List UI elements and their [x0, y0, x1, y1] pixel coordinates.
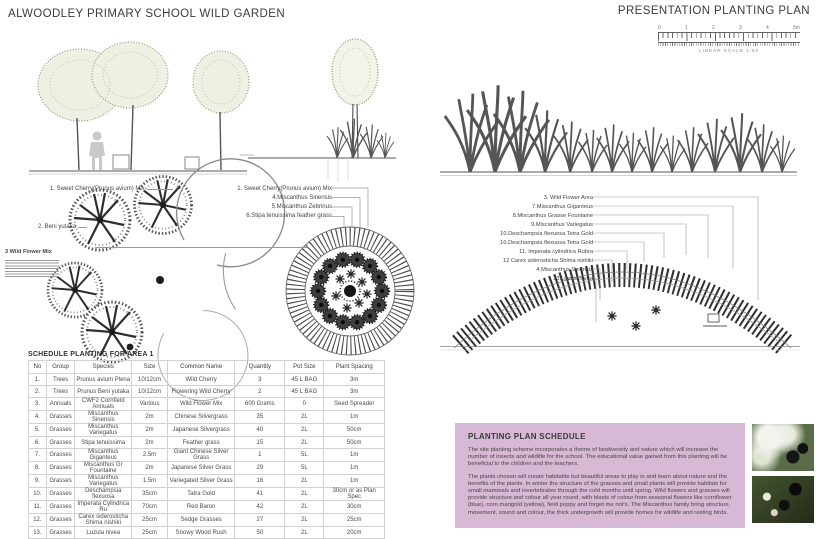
right-annotation-stack — [455, 193, 593, 284]
scale-tick-labels — [658, 25, 800, 32]
leader-line — [147, 189, 173, 190]
cell-group: Grasses — [46, 462, 74, 475]
annotation-beni-yutaka: 2. Beni yutaka — [38, 224, 87, 230]
schedule-title: SCHEDULE PLANTING FOR AREA 1 — [28, 351, 154, 358]
leader-line — [95, 247, 308, 248]
cell-quantity: 2 — [235, 386, 285, 398]
cell-no: 5. — [29, 424, 47, 437]
table-row — [29, 462, 385, 475]
cell-no: 12. — [29, 514, 47, 527]
cell-no: 4. — [29, 411, 47, 424]
cell-pot-size: 5L — [285, 462, 324, 475]
cell-quantity: 35 — [235, 411, 285, 424]
annotation-label: 6.Stipa tenuissima feather grass — [246, 212, 332, 219]
cell-common-name: Wild Cherry — [167, 374, 235, 386]
cell-species: Luzula nivea — [75, 527, 132, 539]
cell-group: Grasses — [46, 527, 74, 539]
table-row — [29, 398, 385, 411]
cell-size: 1.5m — [132, 475, 168, 488]
annotation-label: 7.Miscanthus Giganteus — [531, 203, 593, 210]
cell-species: Miscanthus Sinensis — [75, 411, 132, 424]
cell-no: 11. — [29, 501, 47, 514]
white-flower-with-berries-photo — [752, 424, 814, 471]
cell-plant-spacing: 1m — [324, 411, 385, 424]
cell-quantity: 40 — [235, 424, 285, 437]
cell-size: 10/12cm — [132, 374, 168, 386]
cell-quantity: 27 — [235, 514, 285, 527]
cell-plant-spacing: 3m — [324, 386, 385, 398]
table-row — [29, 527, 385, 539]
cell-group: Annuals — [46, 398, 74, 411]
cell-species: Stipa tenuissima — [75, 437, 132, 449]
cell-pot-size: 2L — [285, 475, 324, 488]
cell-common-name: Variegated Silver Grass — [167, 475, 235, 488]
cell-plant-spacing: 1m — [324, 475, 385, 488]
annotation-label: 10.Deschampsia flexuosa Tetra Gold — [500, 230, 593, 237]
center-tree-elevation-sketch — [240, 30, 400, 185]
fine-print-text — [5, 260, 59, 279]
cell-species: Miscanthus Variegatus — [75, 424, 132, 437]
column-header: Species — [75, 361, 132, 374]
cell-quantity: 41 — [235, 488, 285, 501]
cell-no: 3. — [29, 398, 47, 411]
panel-body-text — [468, 447, 732, 517]
table-row — [29, 501, 385, 514]
plan-title: PRESENTATION PLANTING PLAN — [617, 5, 810, 17]
cell-species: Carex siderosticha Shima nishiki — [75, 514, 132, 527]
scale-tick-label: 4 — [766, 25, 769, 31]
cell-size: Various — [132, 398, 168, 411]
cell-no: 8. — [29, 462, 47, 475]
cell-pot-size: 2L — [285, 411, 324, 424]
cell-common-name: Japanese Silver Grass — [167, 462, 235, 475]
cell-species: Deschampsia flexuosa — [75, 488, 132, 501]
tree-canopy-sketch — [332, 39, 378, 105]
cell-plant-spacing: 50cm — [324, 424, 385, 437]
annotation-label: 4.Miscanthus Sinensis — [536, 267, 593, 274]
cell-group: Grasses — [46, 488, 74, 501]
ground-line — [240, 155, 396, 182]
scale-tick-label: 1 — [685, 25, 688, 31]
cell-group: Grasses — [46, 501, 74, 514]
cell-plant-spacing: 1m — [324, 449, 385, 462]
linear-scale-bar — [658, 25, 800, 53]
column-header: Size — [132, 361, 168, 374]
cell-pot-size: 2L — [285, 527, 324, 539]
cell-quantity: 16 — [235, 475, 285, 488]
cell-group: Grasses — [46, 424, 74, 437]
tree-canopy-sketch — [38, 42, 249, 121]
cell-common-name: Wild Flower Mix — [167, 398, 235, 411]
cell-plant-spacing: 20cm — [324, 527, 385, 539]
cell-quantity: 29 — [235, 462, 285, 475]
table-row — [29, 449, 385, 462]
right-leader-lines — [593, 193, 793, 353]
cell-common-name: Feather grass — [167, 437, 235, 449]
cell-size: 2m — [132, 437, 168, 449]
cell-plant-spacing: 30cm or as Plan Spec — [324, 488, 385, 501]
table-row — [29, 386, 385, 398]
cell-quantity: 3 — [235, 374, 285, 386]
cell-pot-size: 2L — [285, 488, 324, 501]
cell-size: 2m — [132, 411, 168, 424]
cell-common-name: Red Baron — [167, 501, 235, 514]
scale-tick-label: 2 — [712, 25, 715, 31]
annotation-label: 5.Miscanthus Zebrinus — [271, 203, 332, 210]
tree-canopy-plan-symbols — [48, 177, 192, 363]
cell-common-name: Giant Chinese Silver Grass — [167, 449, 235, 462]
cell-size: 2.5m — [132, 449, 168, 462]
scale-caption: LINEAR SCALE 1:50 — [698, 48, 760, 53]
cell-group: Grasses — [46, 514, 74, 527]
cell-pot-size: 0 — [285, 398, 324, 411]
cell-common-name: Sedge Grasses — [167, 514, 235, 527]
cell-species: Miscanthus Variegatus — [75, 475, 132, 488]
center-leader-lines — [332, 184, 392, 234]
panel-paragraph: The site planting scheme incorporates a theme of biodiversity and nature which will increase the number of insects and wildlife for the school. The educational value gained from this planting will be beneficial to the children and the teachers. — [468, 447, 727, 468]
scale-ruler-minor — [658, 42, 800, 46]
cell-no: 6. — [29, 437, 47, 449]
annotation-label: 8.Miscanthus Grasse Fountaine — [512, 212, 593, 219]
cell-size: 2m — [132, 462, 168, 475]
planting-schedule-table — [28, 351, 385, 539]
cell-group: Grasses — [46, 411, 74, 424]
column-header: Group — [46, 361, 74, 374]
cell-size: 25cm — [132, 527, 168, 539]
grass-clusters — [445, 85, 795, 172]
cell-species: Prunus avium Plena — [75, 374, 132, 386]
annotation-sweet-cherry: 1. Sweet Cherry(Prunus avium) Mix — [50, 186, 150, 192]
table-row — [29, 374, 385, 386]
cell-pot-size: 2L — [285, 437, 324, 449]
cell-quantity: 15 — [235, 437, 285, 449]
cell-pot-size: 2L — [285, 514, 324, 527]
cell-common-name: Tatra Gold — [167, 488, 235, 501]
table-row — [29, 437, 385, 449]
ground-line — [440, 172, 797, 176]
center-annotation-stack — [230, 184, 332, 220]
scale-tick-label: 5m — [793, 25, 800, 31]
panel-title: PLANTING PLAN SCHEDULE — [468, 432, 586, 441]
cell-size: 35cm — [132, 488, 168, 501]
scale-tick-label: 3 — [739, 25, 742, 31]
cell-plant-spacing: 1m — [324, 462, 385, 475]
table-row — [29, 488, 385, 501]
cell-plant-spacing: 25cm — [324, 514, 385, 527]
cell-pot-size: 45 L BAG — [285, 374, 324, 386]
annotation-label: 4.Miscanthus Sinensis — [272, 194, 332, 201]
cell-no: 10. — [29, 488, 47, 501]
cell-species: Imperata Cylindrica Ru — [75, 501, 132, 514]
cell-species: Miscanthus Giganteus — [75, 449, 132, 462]
annotation-label: 3. Wild Flower Area — [543, 194, 593, 201]
cell-quantity: 1 — [235, 449, 285, 462]
right-grasses-elevation-sketch — [440, 60, 800, 180]
page-title: ALWOODLEY PRIMARY SCHOOL WILD GARDEN — [8, 8, 286, 20]
cell-no: 13. — [29, 527, 47, 539]
cell-pot-size: 45 L BAG — [285, 386, 324, 398]
column-header: Plant Spacing — [324, 361, 385, 374]
grass-tufts — [327, 119, 394, 158]
cell-size: 10/12cm — [132, 386, 168, 398]
table-row — [29, 514, 385, 527]
column-header: Common Name — [167, 361, 235, 374]
cell-plant-spacing: Seed Spreader — [324, 398, 385, 411]
annotation-label: 11. Imperata cylindrica Rubra — [519, 249, 593, 256]
cell-group: Trees — [46, 386, 74, 398]
cell-no: 9. — [29, 475, 47, 488]
scale-ruler-major — [658, 32, 800, 41]
center-flowers — [331, 269, 371, 312]
cell-common-name: Snowy Wood Rush — [167, 527, 235, 539]
cell-pot-size: 5L — [285, 449, 324, 462]
table-row — [29, 424, 385, 437]
cell-plant-spacing: 3m — [324, 374, 385, 386]
cell-group: Grasses — [46, 449, 74, 462]
cell-common-name: Japanese Silvergrass — [167, 424, 235, 437]
cell-size: 2m — [132, 424, 168, 437]
panel-paragraph: The plants chosen will create habitable but beautiful areas to play in and learn about nature and the benefits of the plants. In winter the structure of the grasses and small plants will provide habitats for small mammals and invertebrates through the cold months until spring. Wild flowers and grasses will provide structure and colour all year round, with blasts of colour from seasonal flowers like cornflower (blue), corn marigold (yellow), field poppy and forget me not's. The Miscanthus family bring structure, movement, sound and colour, the thick undergrowth will provide homes for wildlife and resting birds. — [468, 473, 732, 516]
cell-common-name: Chinese Silvergrass — [167, 411, 235, 424]
cell-no: 1. — [29, 374, 47, 386]
planting-plan-schedule-panel — [455, 423, 745, 528]
cell-group: Grasses — [46, 437, 74, 449]
column-header: No — [29, 361, 47, 374]
cell-size: 25cm — [132, 514, 168, 527]
annotation-label: 9.Miscanthus Variegatus — [531, 221, 593, 228]
cell-quantity: 42 — [235, 501, 285, 514]
cell-group: Trees — [46, 374, 74, 386]
annotation-label: 13.Luzula nivea — [553, 276, 593, 283]
left-elevation-sketch — [25, 30, 250, 180]
cell-species: Miscanthus Gr Fountaine — [75, 462, 132, 475]
cell-quantity: 50 — [235, 527, 285, 539]
column-header: Pot Size — [285, 361, 324, 374]
cell-no: 7. — [29, 449, 47, 462]
cell-size: 70cm — [132, 501, 168, 514]
cell-no: 2. — [29, 386, 47, 398]
cell-quantity: 600 Grams — [235, 398, 285, 411]
table-row — [29, 475, 385, 488]
scale-tick-label: 0 — [658, 25, 661, 31]
cell-pot-size: 2L — [285, 501, 324, 514]
annotation-label: 10.Deschampsia flexuosa Tetra Gold — [500, 240, 593, 247]
annotation-label: 1. Sweet Cherry(Prunus avium) Mix — [237, 185, 332, 192]
cell-group: Grasses — [46, 475, 74, 488]
column-header: Quantity — [235, 361, 285, 374]
cell-pot-size: 2L — [285, 424, 324, 437]
cell-plant-spacing: 30cm — [324, 501, 385, 514]
cell-species: CWF2 Cornfield Annuals — [75, 398, 132, 411]
leader-line — [78, 227, 87, 228]
cell-plant-spacing: 50cm — [324, 437, 385, 449]
cell-common-name: Flowering Wild Cherry — [167, 386, 235, 398]
table-header-row — [29, 361, 385, 374]
dark-foliage-berries-photo — [752, 476, 814, 523]
table-row — [29, 411, 385, 424]
annotation-wild-flower-mix: 3 Wild Flower Mix — [5, 240, 59, 279]
cell-species: Prunus Beni yutaka — [75, 386, 132, 398]
annotation-label: 12 Carex siderosticha Shima nishiki — [502, 258, 593, 265]
